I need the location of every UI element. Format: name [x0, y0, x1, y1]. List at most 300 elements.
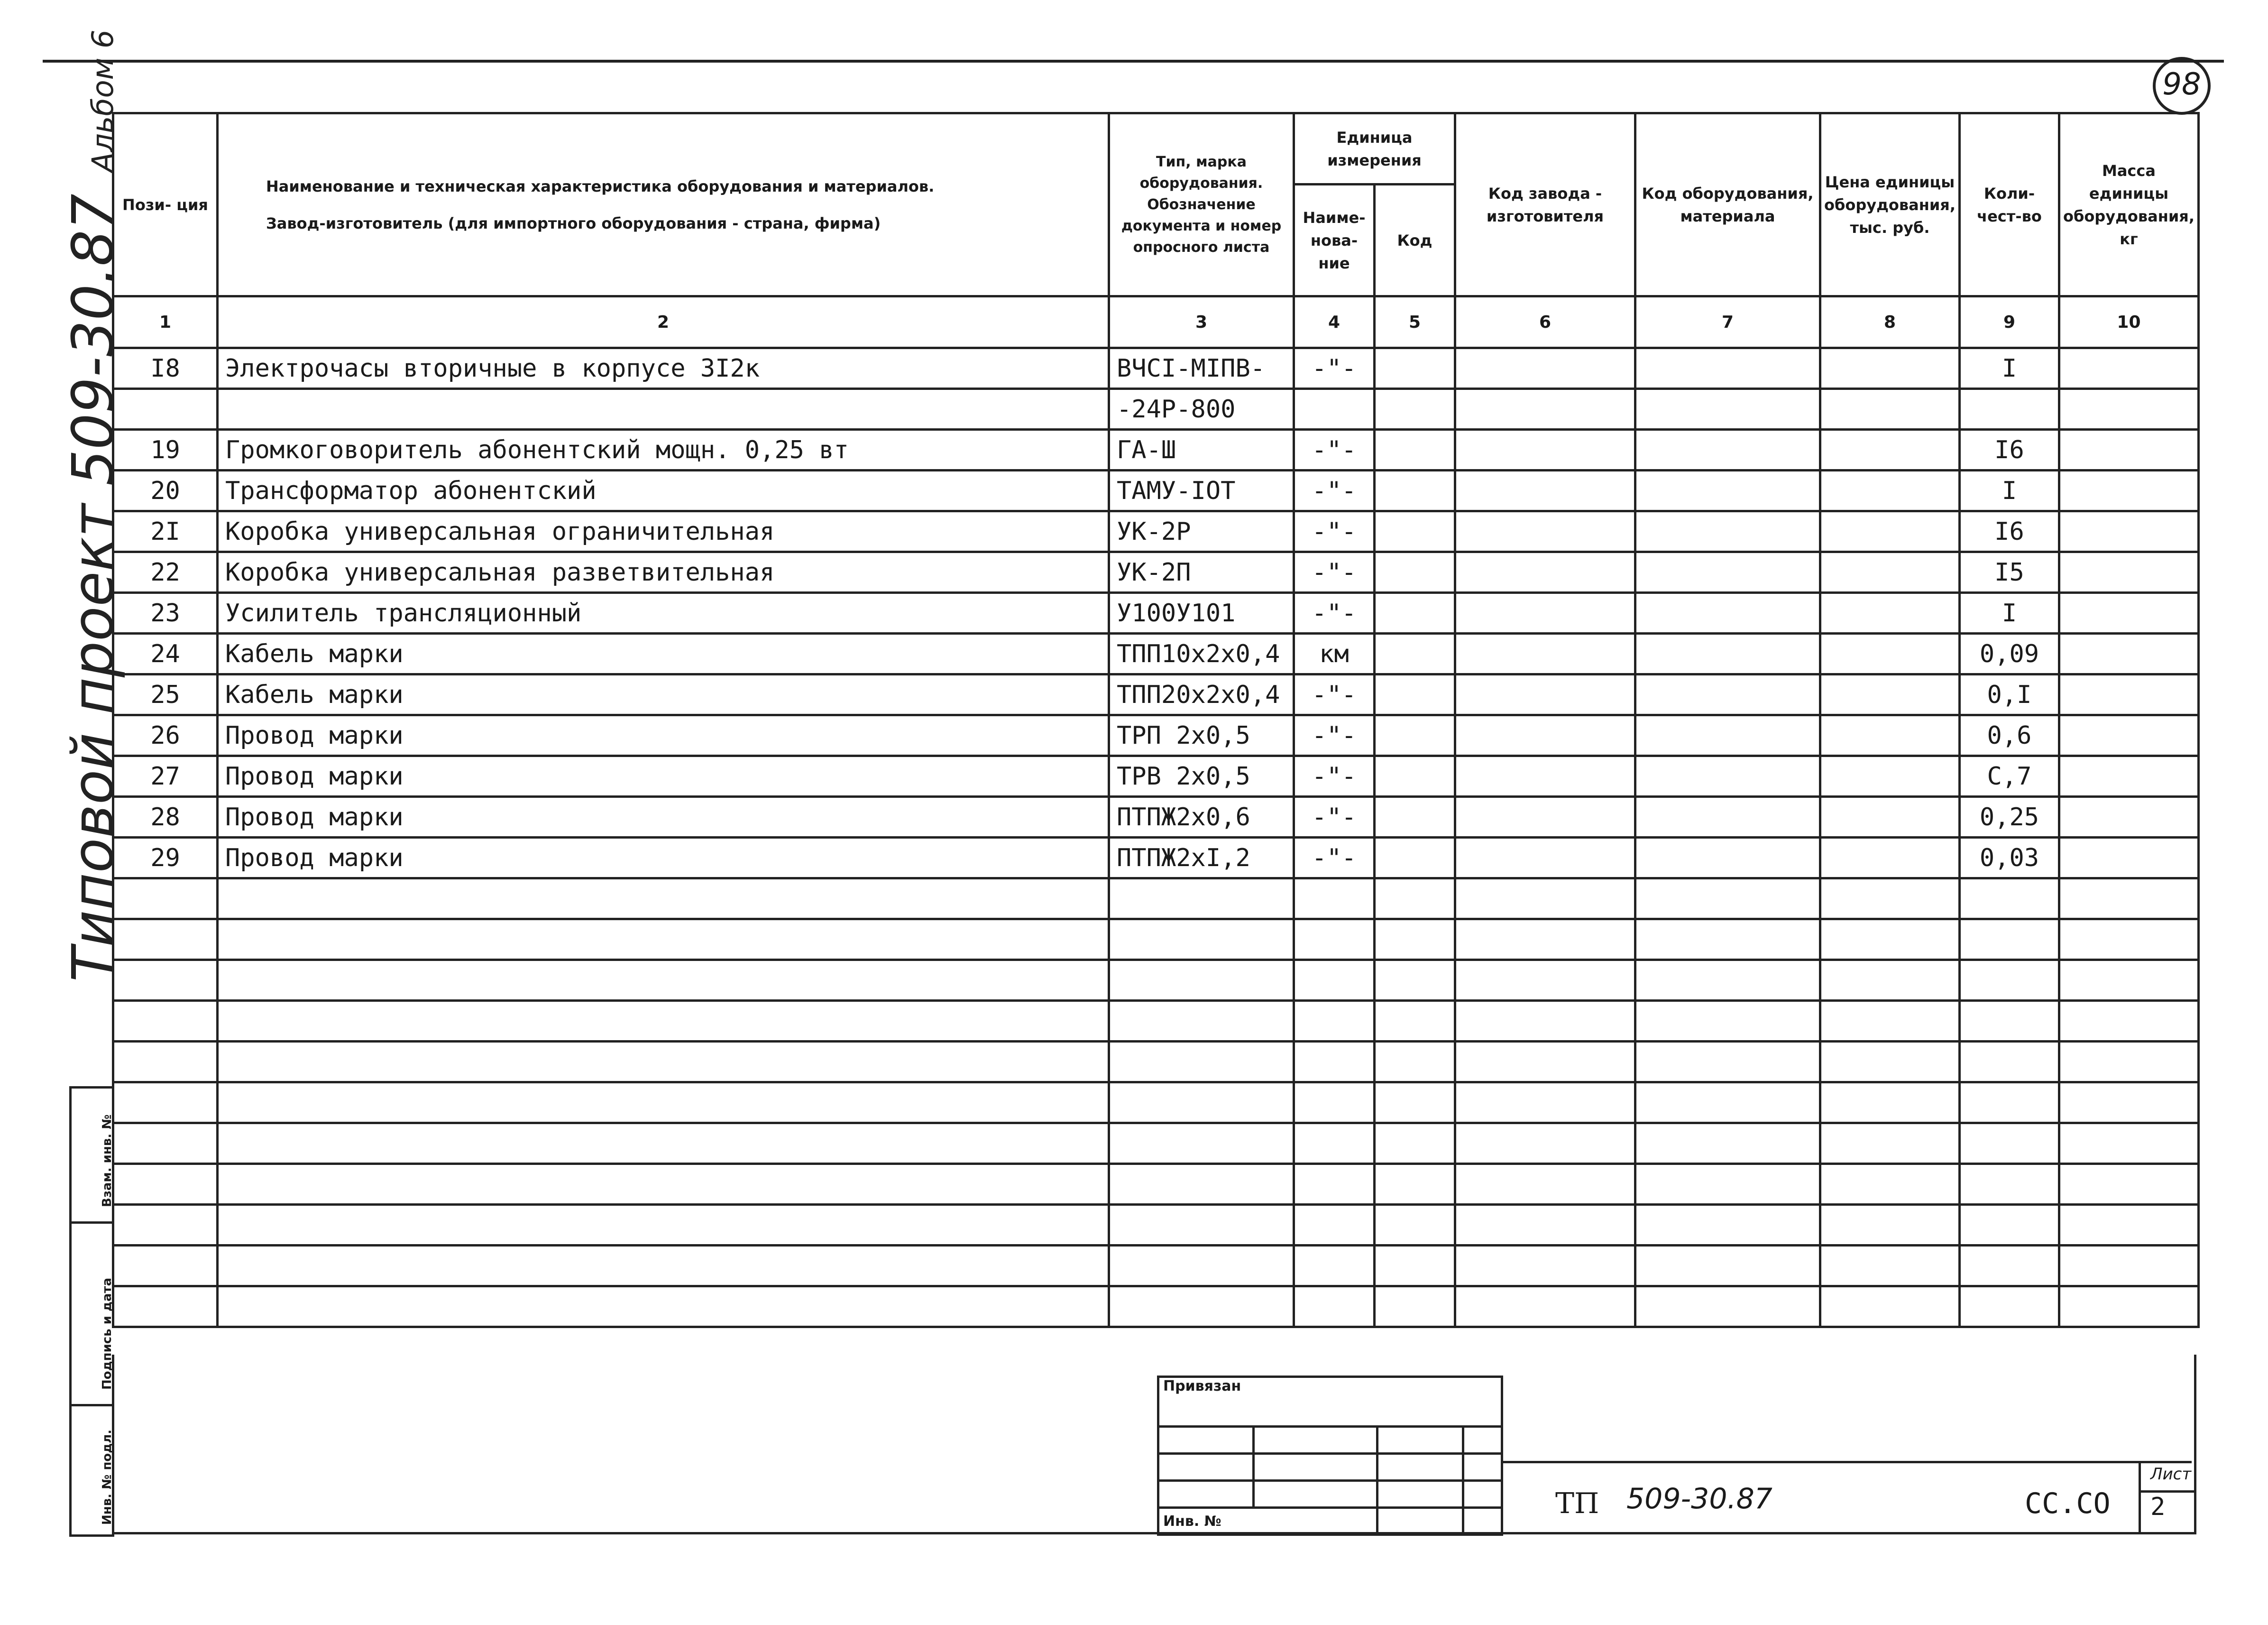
empty-cell	[1375, 1205, 1455, 1246]
empty-cell	[2059, 1205, 2198, 1246]
empty-cell	[113, 1164, 218, 1205]
title-mark: СС.СО	[2025, 1487, 2111, 1520]
sheet-box	[2139, 1461, 2194, 1532]
empty-cell	[113, 1246, 218, 1286]
empty-cell	[1294, 1246, 1375, 1286]
cell-mass	[2059, 715, 2198, 756]
cell-unit-code	[1375, 797, 1455, 838]
cell-equipment-code	[1635, 511, 1820, 552]
empty-cell	[2059, 1246, 2198, 1286]
cell-unit-code	[1375, 430, 1455, 471]
cell-price	[1820, 348, 1960, 389]
empty-cell	[1375, 878, 1455, 919]
cell-factory-code	[1455, 389, 1635, 430]
cell-position: 19	[113, 430, 218, 471]
empty-cell	[1820, 1123, 1960, 1164]
left-stamp-label: Инв. № подл.	[100, 1429, 114, 1525]
cell-unit-code	[1375, 756, 1455, 797]
empty-cell	[1294, 1042, 1375, 1082]
empty-cell	[1109, 919, 1294, 960]
header-unit-group: Единица измерения	[1294, 113, 1455, 185]
empty-cell	[1294, 878, 1375, 919]
empty-cell	[1455, 1286, 1635, 1327]
cell-mass	[2059, 797, 2198, 838]
header-type: Тип, марка оборудования. Обозначение документа и номер опросного листа	[1109, 113, 1294, 296]
cell-unit: -"-	[1294, 593, 1375, 634]
title-code: 509-30.87	[1626, 1482, 1772, 1515]
empty-cell	[113, 1001, 218, 1042]
empty-cell	[1820, 919, 1960, 960]
header-price: Цена единицы оборудования, тыс. руб.	[1820, 113, 1960, 296]
cell-equipment-code	[1635, 389, 1820, 430]
table-row	[113, 797, 2199, 838]
empty-cell	[113, 919, 218, 960]
cell-type: ТПП20х2х0,4	[1109, 674, 1294, 715]
cell-price	[1820, 756, 1960, 797]
empty-row	[113, 1082, 2199, 1123]
empty-cell	[1635, 1205, 1820, 1246]
empty-cell	[1109, 1001, 1294, 1042]
cell-unit-code	[1375, 511, 1455, 552]
cell-price	[1820, 471, 1960, 511]
empty-cell	[1109, 1042, 1294, 1082]
empty-cell	[1820, 1042, 1960, 1082]
col-number: 5	[1375, 296, 1455, 348]
cell-unit: -"-	[1294, 756, 1375, 797]
cell-type: УК-2Р	[1109, 511, 1294, 552]
header-factory-code: Код завода - изготовителя	[1455, 113, 1635, 296]
empty-cell	[1820, 960, 1960, 1001]
cell-unit: -"-	[1294, 715, 1375, 756]
cell-price	[1820, 552, 1960, 593]
empty-cell	[1375, 960, 1455, 1001]
cell-equipment-code	[1635, 715, 1820, 756]
empty-cell	[1109, 1286, 1294, 1327]
cell-name: Провод марки	[218, 797, 1109, 838]
cell-unit: -"-	[1294, 838, 1375, 878]
empty-cell	[1959, 878, 2059, 919]
cell-unit	[1294, 389, 1375, 430]
table-row	[113, 674, 2199, 715]
empty-cell	[1455, 1001, 1635, 1042]
cell-quantity: 0,I	[1959, 674, 2059, 715]
cell-name: Коробка универсальная разветвительная	[218, 552, 1109, 593]
cell-price	[1820, 715, 1960, 756]
title-block	[1503, 1461, 2192, 1534]
empty-cell	[1635, 960, 1820, 1001]
cell-mass	[2059, 593, 2198, 634]
sheet-number: 2	[2141, 1490, 2194, 1521]
empty-cell	[1635, 1286, 1820, 1327]
cell-type: ТРП 2х0,5	[1109, 715, 1294, 756]
empty-cell	[1959, 1286, 2059, 1327]
empty-cell	[1109, 1123, 1294, 1164]
cell-unit-code	[1375, 634, 1455, 674]
empty-cell	[113, 1042, 218, 1082]
empty-cell	[1294, 1123, 1375, 1164]
empty-cell	[1294, 1082, 1375, 1123]
column-number-row	[113, 296, 2199, 348]
cell-equipment-code	[1635, 348, 1820, 389]
col-number: 2	[218, 296, 1109, 348]
cell-type: ГА-Ш	[1109, 430, 1294, 471]
empty-cell	[1455, 1205, 1635, 1246]
cell-type: ТАМУ-IOТ	[1109, 471, 1294, 511]
cell-type: ТПП10х2х0,4	[1109, 634, 1294, 674]
cell-price	[1820, 511, 1960, 552]
cell-name: Громкоговоритель абонентский мощн. 0,25 вт	[218, 430, 1109, 471]
cell-mass	[2059, 389, 2198, 430]
cell-factory-code	[1455, 471, 1635, 511]
empty-row	[113, 1001, 2199, 1042]
cell-name: Кабель марки	[218, 634, 1109, 674]
empty-cell	[1959, 1246, 2059, 1286]
cell-equipment-code	[1635, 430, 1820, 471]
empty-cell	[218, 878, 1109, 919]
col-number: 3	[1109, 296, 1294, 348]
empty-cell	[1820, 1082, 1960, 1123]
cell-position: 29	[113, 838, 218, 878]
col-number: 1	[113, 296, 218, 348]
empty-cell	[113, 878, 218, 919]
cell-quantity: I	[1959, 593, 2059, 634]
cell-price	[1820, 674, 1960, 715]
empty-cell	[1635, 1164, 1820, 1205]
cell-price	[1820, 430, 1960, 471]
table-row	[113, 593, 2199, 634]
empty-cell	[1375, 1001, 1455, 1042]
cell-factory-code	[1455, 797, 1635, 838]
left-stamp-label: Подпись и дата	[100, 1277, 114, 1390]
empty-cell	[1820, 1246, 1960, 1286]
cell-equipment-code	[1635, 552, 1820, 593]
empty-cell	[1109, 878, 1294, 919]
cell-mass	[2059, 471, 2198, 511]
cell-factory-code	[1455, 511, 1635, 552]
empty-cell	[113, 1286, 218, 1327]
cell-factory-code	[1455, 674, 1635, 715]
cell-position: 28	[113, 797, 218, 838]
empty-cell	[1959, 1001, 2059, 1042]
empty-cell	[1959, 1164, 2059, 1205]
cell-name: Усилитель трансляционный	[218, 593, 1109, 634]
cell-equipment-code	[1635, 756, 1820, 797]
empty-cell	[1635, 1082, 1820, 1123]
cell-type: УК-2П	[1109, 552, 1294, 593]
table-row	[113, 756, 2199, 797]
header-equipment-code: Код оборудования, материала	[1635, 113, 1820, 296]
privyazan-title: Привязан	[1158, 1377, 1502, 1427]
empty-cell	[1959, 1082, 2059, 1123]
table-row	[113, 511, 2199, 552]
empty-cell	[2059, 960, 2198, 1001]
empty-row	[113, 919, 2199, 960]
empty-cell	[1375, 1246, 1455, 1286]
col-number: 6	[1455, 296, 1635, 348]
cell-price	[1820, 634, 1960, 674]
empty-cell	[1375, 1123, 1455, 1164]
empty-cell	[1959, 919, 2059, 960]
table-row	[113, 430, 2199, 471]
cell-unit: км	[1294, 634, 1375, 674]
cell-unit: -"-	[1294, 471, 1375, 511]
empty-cell	[113, 1123, 218, 1164]
cell-equipment-code	[1635, 634, 1820, 674]
empty-cell	[2059, 1042, 2198, 1082]
sheet-label: Лист	[2150, 1465, 2192, 1484]
col-number: 9	[1959, 296, 2059, 348]
empty-cell	[218, 1164, 1109, 1205]
col-number: 7	[1635, 296, 1820, 348]
col-number: 8	[1820, 296, 1960, 348]
empty-cell	[1375, 1164, 1455, 1205]
cell-unit: -"-	[1294, 797, 1375, 838]
empty-cell	[1375, 1286, 1455, 1327]
header-unit-code: Код	[1375, 185, 1455, 296]
empty-cell	[1635, 878, 1820, 919]
cell-mass	[2059, 430, 2198, 471]
cell-unit: -"-	[1294, 552, 1375, 593]
table-row	[113, 634, 2199, 674]
cell-position: 2I	[113, 511, 218, 552]
cell-quantity: 0,25	[1959, 797, 2059, 838]
cell-unit-code	[1375, 389, 1455, 430]
empty-cell	[1109, 960, 1294, 1001]
cell-unit-code	[1375, 552, 1455, 593]
empty-cell	[218, 1205, 1109, 1246]
empty-cell	[113, 960, 218, 1001]
cell-unit: -"-	[1294, 348, 1375, 389]
header-quantity: Коли-чест-во	[1959, 113, 2059, 296]
cell-position	[113, 389, 218, 430]
cell-unit: -"-	[1294, 511, 1375, 552]
cell-unit: -"-	[1294, 430, 1375, 471]
cell-quantity: С,7	[1959, 756, 2059, 797]
cell-name: Провод марки	[218, 715, 1109, 756]
empty-row	[113, 1164, 2199, 1205]
cell-type: У100У101	[1109, 593, 1294, 634]
privyazan-inv: Инв. №	[1158, 1508, 1377, 1535]
header-position: Пози- ция	[113, 113, 218, 296]
cell-quantity: 0,09	[1959, 634, 2059, 674]
header-name-line1: Наименование и техническая характеристика оборудования и материалов.	[266, 177, 935, 195]
empty-cell	[1109, 1164, 1294, 1205]
cell-name: Провод марки	[218, 756, 1109, 797]
cell-factory-code	[1455, 593, 1635, 634]
header-name	[218, 113, 1109, 296]
cell-mass	[2059, 348, 2198, 389]
cell-name: Кабель марки	[218, 674, 1109, 715]
cell-equipment-code	[1635, 797, 1820, 838]
empty-cell	[218, 1123, 1109, 1164]
cell-price	[1820, 593, 1960, 634]
empty-cell	[2059, 919, 2198, 960]
empty-cell	[1455, 1082, 1635, 1123]
empty-cell	[1820, 878, 1960, 919]
col-number: 4	[1294, 296, 1375, 348]
empty-cell	[218, 1042, 1109, 1082]
cell-unit-code	[1375, 674, 1455, 715]
empty-cell	[1455, 960, 1635, 1001]
cell-factory-code	[1455, 756, 1635, 797]
empty-row	[113, 1246, 2199, 1286]
cell-equipment-code	[1635, 838, 1820, 878]
left-stamp-cell	[72, 1406, 114, 1534]
left-stamp-cell	[72, 1089, 114, 1224]
cell-price	[1820, 797, 1960, 838]
empty-cell	[218, 1246, 1109, 1286]
empty-cell	[2059, 878, 2198, 919]
empty-cell	[1959, 960, 2059, 1001]
cell-quantity: 0,03	[1959, 838, 2059, 878]
cell-mass	[2059, 674, 2198, 715]
cell-quantity: I	[1959, 348, 2059, 389]
empty-cell	[1820, 1205, 1960, 1246]
page-number: 98	[2153, 57, 2211, 115]
header-mass: Масса единицы оборудования, кг	[2059, 113, 2198, 296]
cell-unit-code	[1375, 593, 1455, 634]
empty-cell	[1294, 919, 1375, 960]
empty-cell	[1109, 1082, 1294, 1123]
empty-cell	[1375, 919, 1455, 960]
cell-name: Электрочасы вторичные в корпусе 3I2к	[218, 348, 1109, 389]
empty-cell	[1455, 1164, 1635, 1205]
cell-position: 22	[113, 552, 218, 593]
cell-position: 26	[113, 715, 218, 756]
cell-position: I8	[113, 348, 218, 389]
table-row	[113, 471, 2199, 511]
cell-unit-code	[1375, 348, 1455, 389]
cell-equipment-code	[1635, 471, 1820, 511]
empty-row	[113, 1205, 2199, 1246]
table-row	[113, 389, 2199, 430]
empty-cell	[1294, 960, 1375, 1001]
cell-factory-code	[1455, 348, 1635, 389]
empty-cell	[1455, 878, 1635, 919]
cell-type: ПТПЖ2х0,6	[1109, 797, 1294, 838]
empty-cell	[2059, 1001, 2198, 1042]
empty-row	[113, 960, 2199, 1001]
empty-cell	[2059, 1286, 2198, 1327]
cell-type: -24Р-800	[1109, 389, 1294, 430]
cell-equipment-code	[1635, 674, 1820, 715]
left-stamp-label: Взам. инв. №	[100, 1114, 114, 1207]
specification-table	[112, 112, 2200, 1328]
empty-cell	[218, 1001, 1109, 1042]
empty-cell	[2059, 1082, 2198, 1123]
cell-type: ТРВ 2х0,5	[1109, 756, 1294, 797]
empty-cell	[2059, 1123, 2198, 1164]
empty-cell	[1635, 919, 1820, 960]
empty-row	[113, 1042, 2199, 1082]
cell-name: Трансформатор абонентский	[218, 471, 1109, 511]
empty-cell	[1959, 1042, 2059, 1082]
cell-mass	[2059, 511, 2198, 552]
cell-factory-code	[1455, 634, 1635, 674]
empty-row	[113, 1123, 2199, 1164]
cell-unit: -"-	[1294, 674, 1375, 715]
empty-cell	[1375, 1082, 1455, 1123]
side-title-album: Альбом 6	[85, 29, 120, 173]
table-row	[113, 348, 2199, 389]
privyazan-table	[1157, 1376, 1503, 1536]
side-title-main: Типовой проект 509-30.87	[61, 194, 127, 982]
empty-cell	[1820, 1286, 1960, 1327]
empty-cell	[218, 1286, 1109, 1327]
cell-unit-code	[1375, 471, 1455, 511]
left-stamp	[69, 1086, 114, 1537]
cell-position: 23	[113, 593, 218, 634]
cell-position: 20	[113, 471, 218, 511]
cell-quantity	[1959, 389, 2059, 430]
empty-cell	[1635, 1042, 1820, 1082]
empty-cell	[1109, 1205, 1294, 1246]
cell-factory-code	[1455, 838, 1635, 878]
cell-factory-code	[1455, 552, 1635, 593]
empty-cell	[1959, 1123, 2059, 1164]
cell-unit-code	[1375, 715, 1455, 756]
empty-cell	[1635, 1246, 1820, 1286]
empty-cell	[1455, 1123, 1635, 1164]
empty-cell	[1635, 1123, 1820, 1164]
cell-factory-code	[1455, 430, 1635, 471]
table-row	[113, 715, 2199, 756]
empty-cell	[1294, 1205, 1375, 1246]
cell-quantity: I6	[1959, 511, 2059, 552]
cell-mass	[2059, 756, 2198, 797]
cell-name: Провод марки	[218, 838, 1109, 878]
cell-quantity: I5	[1959, 552, 2059, 593]
table-row	[113, 552, 2199, 593]
cell-type: ПТПЖ2хI,2	[1109, 838, 1294, 878]
cell-mass	[2059, 552, 2198, 593]
table-row	[113, 838, 2199, 878]
header-name-line2: Завод-изготовитель (для импортного оборудования - страна, фирма)	[266, 214, 881, 232]
cell-position: 27	[113, 756, 218, 797]
empty-cell	[2059, 1164, 2198, 1205]
empty-row	[113, 1286, 2199, 1327]
col-number: 10	[2059, 296, 2198, 348]
cell-name	[218, 389, 1109, 430]
cell-position: 24	[113, 634, 218, 674]
left-stamp-cell	[72, 1224, 114, 1406]
empty-cell	[1820, 1164, 1960, 1205]
header-unit-name: Наиме-нова-ние	[1294, 185, 1375, 296]
cell-factory-code	[1455, 715, 1635, 756]
empty-cell	[1455, 1246, 1635, 1286]
cell-quantity: I6	[1959, 430, 2059, 471]
cell-unit-code	[1375, 838, 1455, 878]
cell-mass	[2059, 838, 2198, 878]
privyazan-block	[1157, 1376, 1503, 1535]
empty-cell	[113, 1205, 218, 1246]
empty-cell	[113, 1082, 218, 1123]
empty-cell	[1109, 1246, 1294, 1286]
cell-price	[1820, 389, 1960, 430]
empty-row	[113, 878, 2199, 919]
empty-cell	[1375, 1042, 1455, 1082]
cell-mass	[2059, 634, 2198, 674]
empty-cell	[1455, 919, 1635, 960]
empty-cell	[1820, 1001, 1960, 1042]
empty-cell	[1455, 1042, 1635, 1082]
cell-type: ВЧСI-МIПВ-	[1109, 348, 1294, 389]
top-border-line	[43, 60, 2224, 63]
empty-cell	[1294, 1001, 1375, 1042]
empty-cell	[1635, 1001, 1820, 1042]
empty-cell	[1294, 1164, 1375, 1205]
empty-cell	[218, 1082, 1109, 1123]
